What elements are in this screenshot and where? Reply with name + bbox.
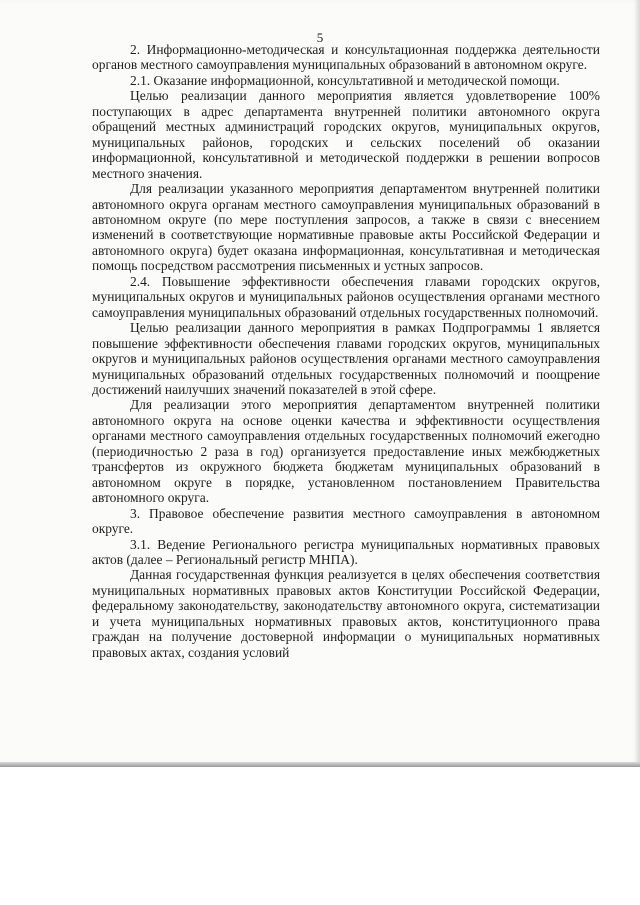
- subsection-heading-3-1: 3.1. Ведение Регионального регистра муниципальных нормативных правовых актов (далее – Региональный регистр МНПА).: [92, 536, 600, 567]
- section-heading-3: 3. Правовое обеспечение развития местного самоуправления в автономном округе.: [92, 505, 600, 537]
- subsection-heading-2-4: 2.4. Повышение эффективности обеспечения главами городских округов, муниципальных округов и муниципальных районов осуществления органами местного самоуправления муниципальных образований отдельных государственных полномочий.: [92, 273, 600, 320]
- body-paragraph: Данная государственная функция реализуется в целях обеспечения соответствия муниципальных нормативных правовых актов Конституции Российской Федерации, федеральному законодательству, законодательству автономного округа, систематизации и учета муниципальных нормативных правовых актов, конституционного права граждан на получение достоверной информации о муниципальных нормативных правовых актах, создания условий: [92, 567, 600, 660]
- subsection-heading-2-1: 2.1. Оказание информационной, консультативной и методической помощи.: [130, 72, 560, 88]
- page-number: 5: [316, 30, 324, 45]
- scan-shadow: [634, 0, 640, 764]
- document-body: [92, 42, 600, 660]
- scan-bottom-edge: [0, 762, 640, 767]
- section-heading-2: 2. Информационно-методическая и консультационная поддержка деятельности органов местного самоуправления муниципальных образований в автономном округе.: [92, 42, 600, 73]
- body-paragraph: Целью реализации данного мероприятия в рамках Подпрограммы 1 является повышение эффективности обеспечения главами городских округов, муниципальных округов и муниципальных районов осуществления органами местного самоуправления муниципальных образований отдельных государственных полномочий и поощрение достижений наилучших значений показателей в этой сфере.: [92, 320, 600, 397]
- body-paragraph: Целью реализации данного мероприятия является удовлетворение 100% поступающих в адрес департамента внутренней политики автономного округа обращений местных администраций городских округов, муниципальных округов, муниципальных районов, городских и сельских поселений об оказании информационной, консультативной и методической поддержки в решении вопросов местного значения.: [92, 88, 600, 181]
- body-paragraph: Для реализации указанного мероприятия департаментом внутренней политики автономного округа органам местного самоуправления муниципальных образований в автономном округе (по мере поступления запросов, а также в связи с внесением изменений в соответствующие нормативные правовые акты Российской Федерации и автономного округа) будет оказана информационная, консультативная и методическая помощь посредством рассмотрения письменных и устных запросов.: [92, 181, 600, 274]
- body-paragraph: Для реализации этого мероприятия департаментом внутренней политики автономного округа на основе оценки качества и эффективности осуществления органами местного самоуправления отдельных государственных полномочий ежегодно (периодичностью 2 раза в год) организуется предоставление иных межбюджетных трансфертов из окружного бюджета бюджетам муниципальных образований в автономном округе в порядке, установленном постановлением Правительства автономного округа.: [92, 397, 600, 506]
